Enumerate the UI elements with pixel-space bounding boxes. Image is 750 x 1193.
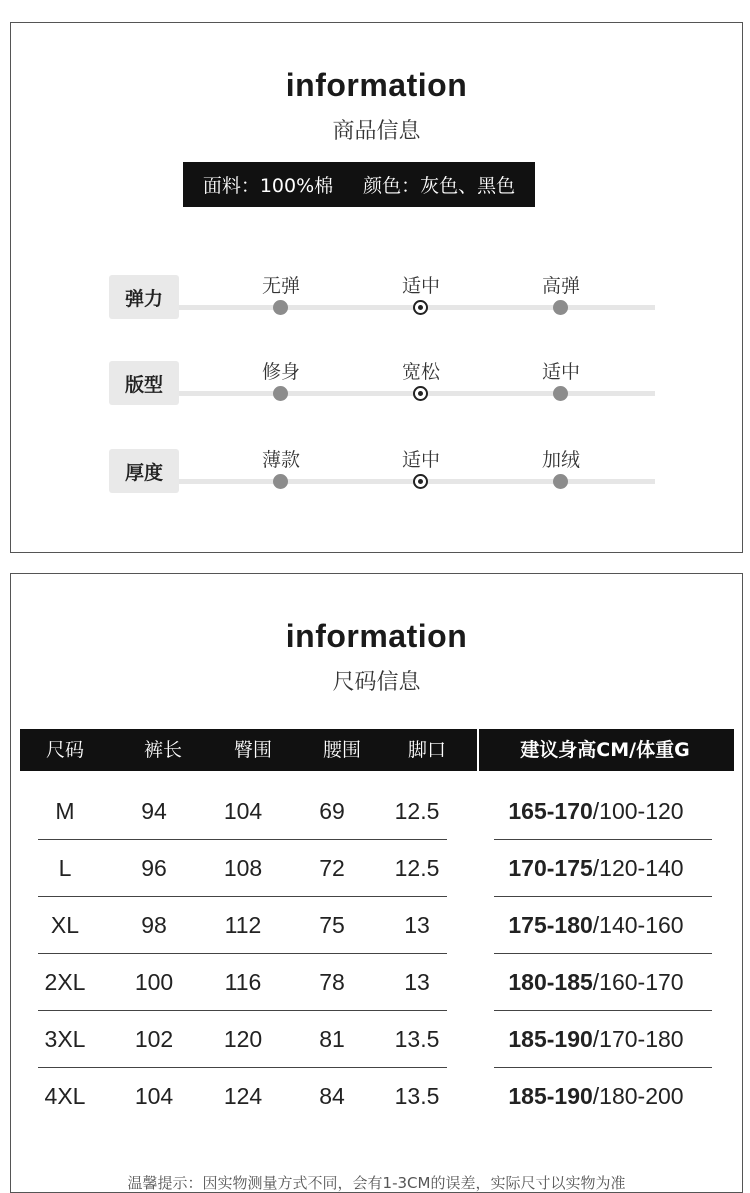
attribute-option-label: 薄款 [261,449,300,471]
cell-size: 3XL [44,1026,86,1052]
recommend-height: 175-180 [508,912,593,938]
cell-hem: 12.5 [394,855,440,881]
header-size: 尺码 [45,739,84,761]
cell-recommend [481,840,711,897]
cell-hem: 12.5 [394,798,440,824]
recommend-height: 165-170 [508,798,593,824]
attribute-option [236,447,326,473]
attribute-option-label: 无弹 [261,275,300,297]
cell-waist: 81 [319,1026,345,1052]
header-divider [477,729,479,771]
attribute-label: 版型 [109,361,179,405]
cell-recommend [481,1011,711,1068]
cell-hip: 124 [223,1083,263,1109]
dot-icon [273,300,288,315]
recommend-height: 185-190 [508,1083,593,1109]
attribute-option-label: 适中 [541,361,580,383]
cell-waist: 78 [319,969,345,995]
table-row [11,1011,744,1068]
cell-hip: 104 [223,798,263,824]
cell-length: 102 [134,1026,174,1052]
attribute-label: 弹力 [109,275,179,319]
table-row [11,783,744,840]
attribute-row [11,273,744,333]
recommend-weight: /120-140 [592,855,684,881]
cell-length: 104 [134,1083,174,1109]
attribute-option-label: 修身 [261,361,300,383]
recommend-height: 170-175 [508,855,593,881]
color-text: 颜色：灰色、黑色 [363,175,516,197]
product-info-title-en: information [285,67,468,103]
size-info-title-en: information [285,618,468,654]
recommend-weight: /140-160 [592,912,684,938]
selected-dot-icon [413,386,428,401]
cell-length: 100 [134,969,174,995]
dot-icon [553,386,568,401]
table-row [11,897,744,954]
dot-icon [553,300,568,315]
attribute-option-label: 加绒 [541,449,580,471]
table-row [11,954,744,1011]
cell-recommend [481,783,711,840]
selected-dot-icon [413,300,428,315]
cell-hem: 13 [404,912,430,938]
attribute-option [516,359,606,385]
size-info-title-cn: 尺码信息 [332,670,421,695]
dot-icon [553,474,568,489]
cell-length: 96 [141,855,167,881]
cell-size: XL [50,912,80,938]
recommend-weight: /170-180 [592,1026,684,1052]
selected-dot-icon [413,474,428,489]
fabric-text: 面料：100%棉 [202,175,334,197]
header-hip: 臀围 [233,739,272,761]
cell-size: L [58,855,72,881]
recommend-height: 185-190 [508,1026,593,1052]
attribute-option-label: 适中 [401,275,440,297]
dot-icon [273,474,288,489]
table-row [11,1068,744,1125]
table-row [11,840,744,897]
attribute-option [516,447,606,473]
attribute-option [236,359,326,385]
cell-waist: 75 [319,912,345,938]
product-info-title-cn: 商品信息 [332,119,421,144]
recommend-weight: /160-170 [592,969,684,995]
cell-size: 4XL [44,1083,86,1109]
cell-hip: 120 [223,1026,263,1052]
cell-length: 94 [141,798,167,824]
cell-size: 2XL [44,969,86,995]
cell-waist: 69 [319,798,345,824]
attribute-option [236,273,326,299]
product-info-panel [10,22,743,553]
cell-length: 98 [141,912,167,938]
attribute-option-label: 宽松 [401,361,440,383]
cell-size: M [55,798,75,824]
recommend-weight: /180-200 [592,1083,684,1109]
recommend-height: 180-185 [508,969,593,995]
size-note: 温馨提示：因实物测量方式不同，会有1-3CM的误差，实际尺寸以实物为准 [127,1174,626,1192]
header-waist: 腰围 [322,739,361,761]
recommend-weight: /100-120 [592,798,684,824]
header-length: 裤长 [143,739,182,761]
size-table-header [20,729,734,771]
cell-hem: 13 [404,969,430,995]
header-hem: 脚口 [407,739,446,761]
cell-hip: 116 [224,969,262,995]
cell-waist: 84 [319,1083,345,1109]
cell-recommend [481,897,711,954]
attribute-row [11,447,744,507]
cell-hem: 13.5 [394,1026,440,1052]
cell-hip: 112 [224,912,262,938]
cell-hem: 13.5 [394,1083,440,1109]
attribute-label: 厚度 [109,449,179,493]
attribute-option-label: 适中 [401,449,440,471]
attribute-row [11,359,744,419]
cell-hip: 108 [223,855,263,881]
cell-recommend [481,954,711,1011]
fabric-color-bar [183,162,535,207]
cell-recommend [481,1068,711,1125]
attribute-option [516,273,606,299]
attribute-option-label: 高弹 [541,275,580,297]
attribute-option [376,273,466,299]
size-info-panel [10,573,743,1193]
dot-icon [273,386,288,401]
header-recommend: 建议身高CM/体重G [520,739,690,761]
cell-waist: 72 [319,855,345,881]
attribute-option [376,447,466,473]
attribute-option [376,359,466,385]
